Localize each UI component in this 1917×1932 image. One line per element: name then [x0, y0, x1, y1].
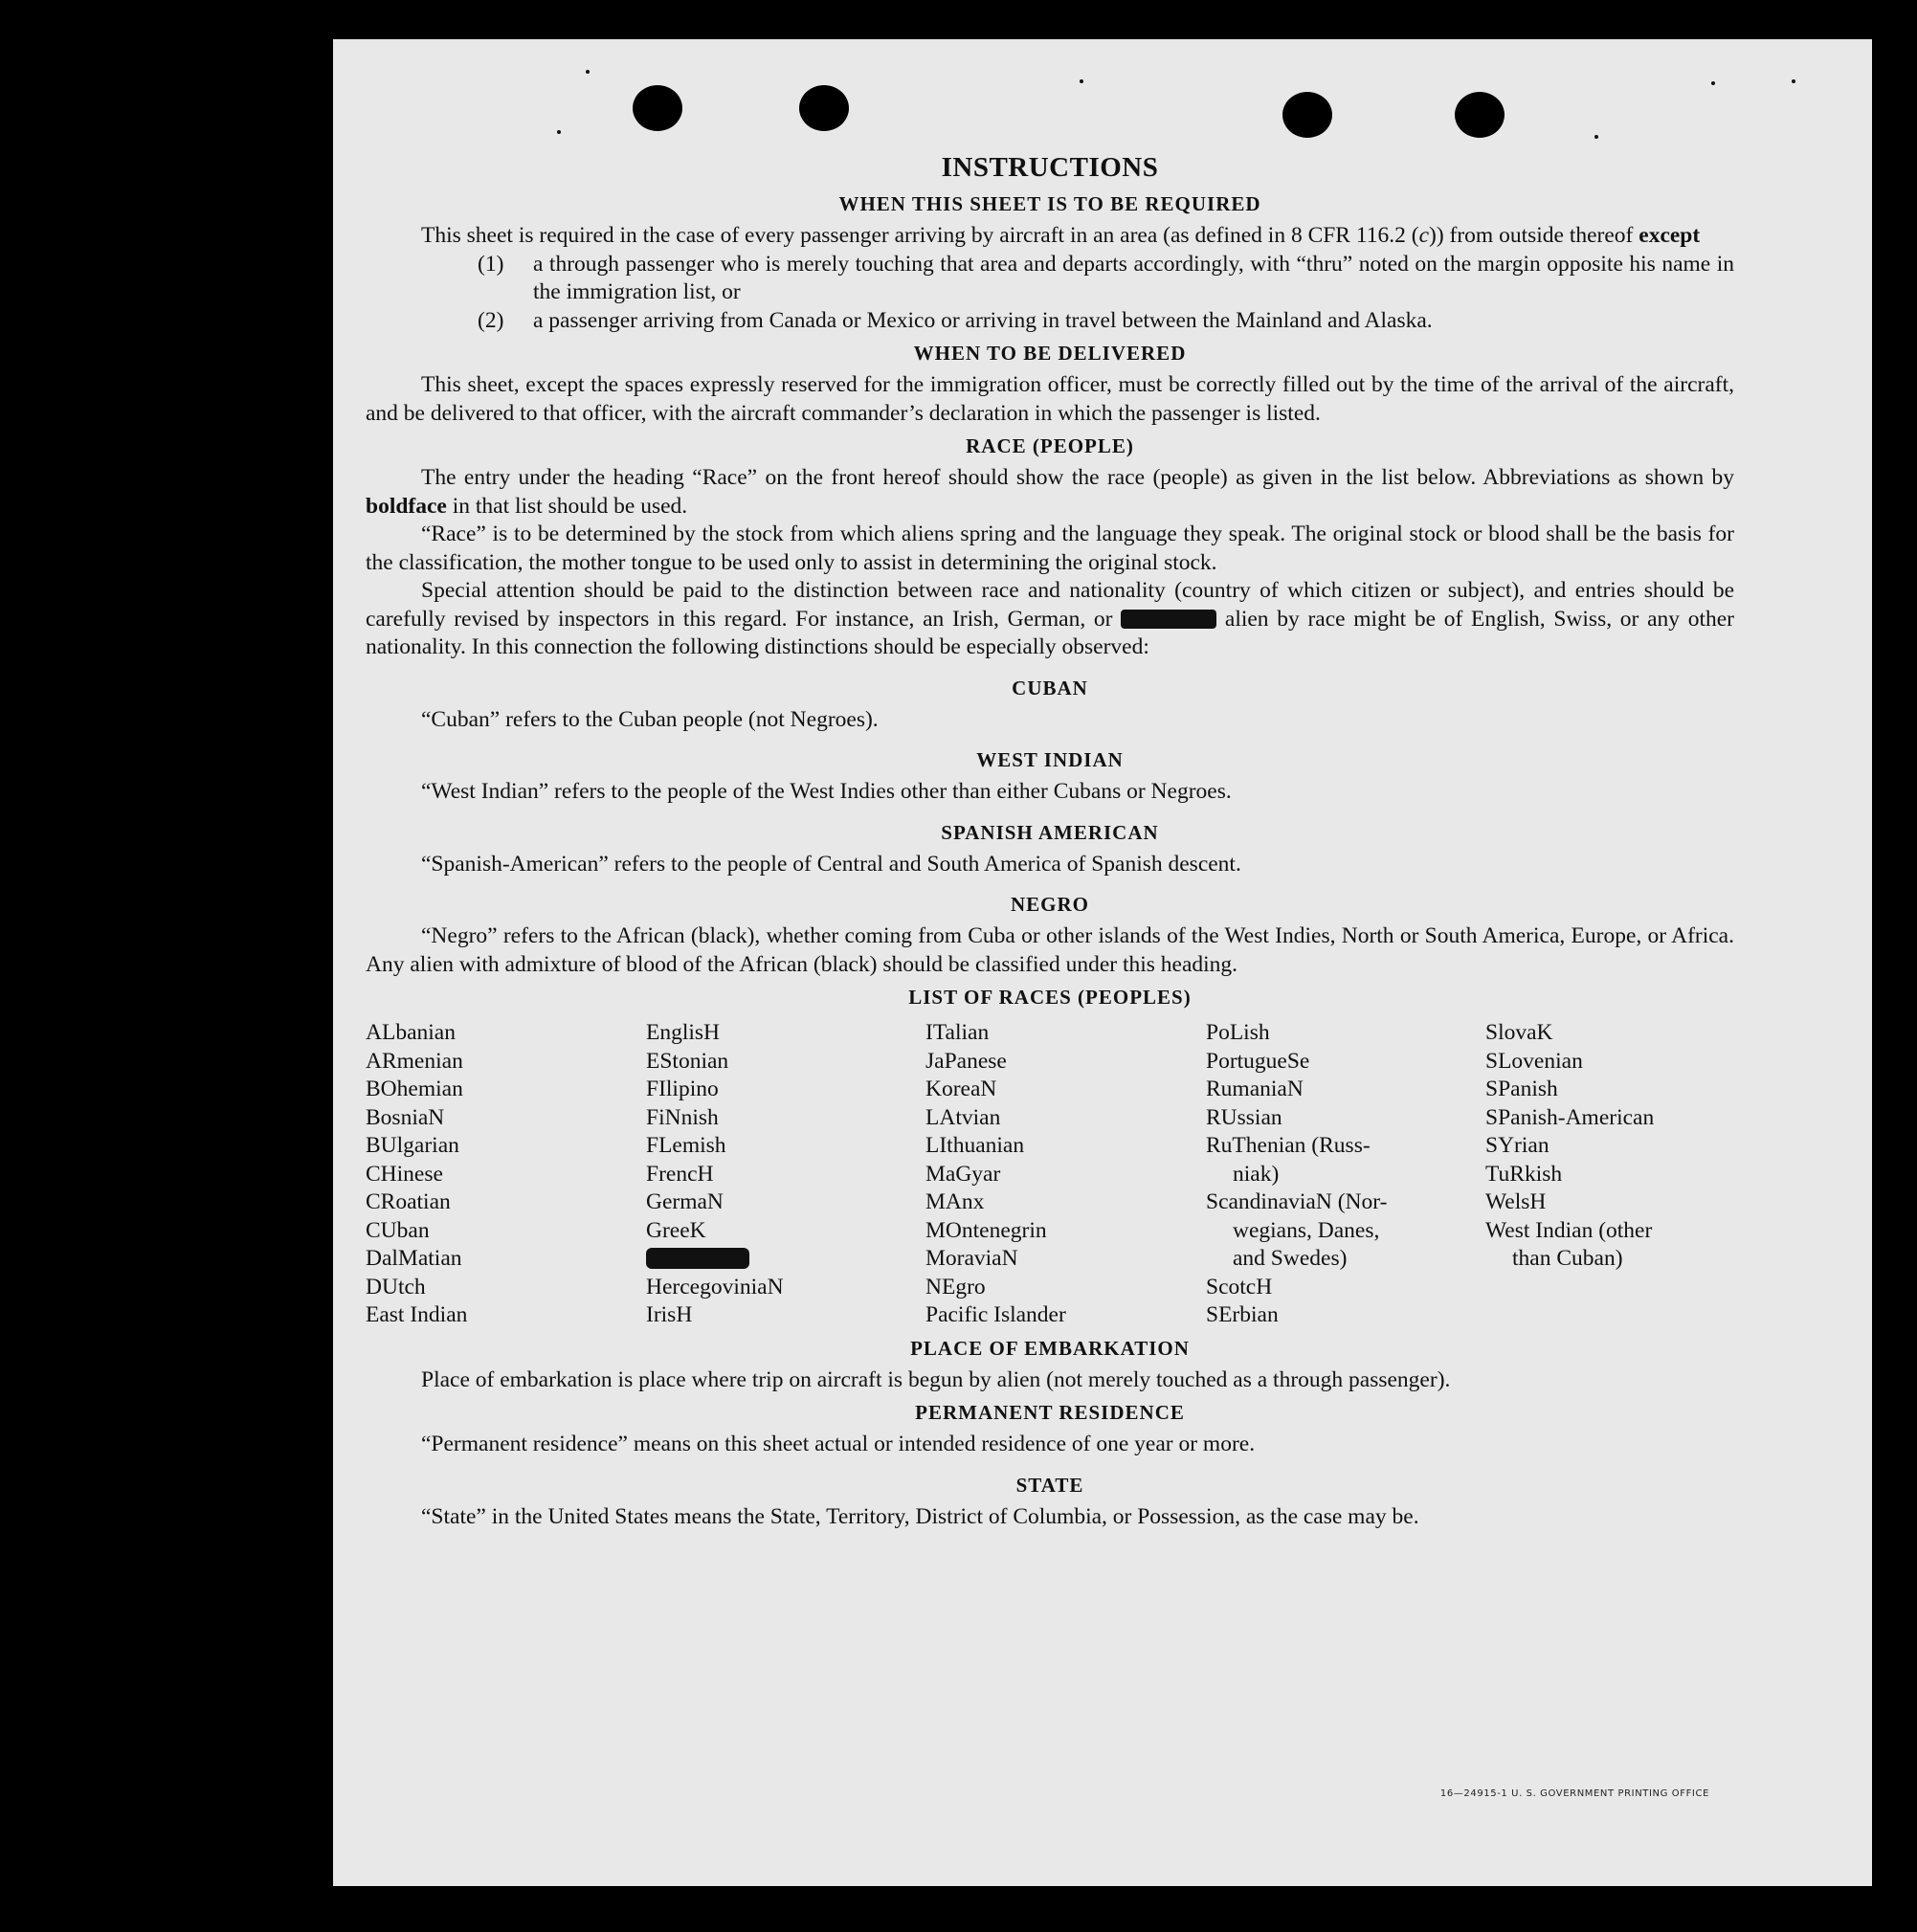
race-entry: LIthuanian [925, 1133, 1025, 1158]
race-entry: EStonian [646, 1048, 729, 1074]
requirement-item [478, 307, 1734, 336]
races-table [366, 1019, 1734, 1330]
punch-hole [1455, 92, 1505, 138]
page-title: INSTRUCTIONS [941, 152, 1159, 183]
intro-text-a: This sheet is required in the case of every passenger arriving by aircraft in an area (as defined in 8 CFR 116.2 ( [421, 223, 1419, 248]
speck [1080, 79, 1083, 83]
heading-state: STATE [1015, 1473, 1084, 1497]
race-entry: BUlgarian [366, 1133, 459, 1158]
race-entry-continued: and Swedes) [1233, 1246, 1348, 1271]
race-entry: Pacific Islander [925, 1302, 1066, 1327]
race-entry-continued: wegians, Danes, [1233, 1217, 1380, 1243]
heading-list-of-races: LIST OF RACES (PEOPLES) [908, 986, 1192, 1009]
races-column-2 [646, 1019, 925, 1330]
race-paragraph-3 [366, 577, 1734, 662]
spanish-american-text: “Spanish-American” refers to the people of Central and South America of Spanish descent. [421, 851, 1241, 877]
heading-permanent-residence: PERMANENT RESIDENCE [915, 1401, 1185, 1424]
race-entry: SPanish-American [1485, 1104, 1655, 1130]
race-entry: PortugueSe [1206, 1048, 1310, 1074]
race-entry: BOhemian [366, 1077, 463, 1101]
item-number: (2) [478, 307, 504, 333]
race-p1-b: in that list should be used. [446, 493, 688, 519]
redaction-mark [1121, 610, 1216, 629]
speck [1711, 81, 1715, 85]
race-entry: BosniaN [366, 1104, 445, 1130]
race-entry: FiNnish [646, 1104, 719, 1130]
race-entry: NEgro [925, 1274, 986, 1299]
race-entry: MAnx [925, 1189, 985, 1214]
race-p1-a: The entry under the heading “Race” on the front hereof should show the race (people) as given in the list below. Abbreviations as shown by [421, 465, 1734, 490]
race-entry: EnglisH [646, 1020, 721, 1045]
state-text: “State” in the United States means the State, Territory, District of Columbia, or Possession, as the case may be. [421, 1503, 1419, 1529]
race-entry: FIlipino [646, 1077, 719, 1101]
race-entry: CUban [366, 1217, 430, 1243]
heading-negro: NEGRO [1010, 893, 1089, 916]
race-entry: SYrian [1485, 1133, 1549, 1158]
race-p1-bold: boldface [366, 493, 447, 519]
speck [1792, 79, 1795, 83]
punch-hole [1282, 92, 1332, 138]
races-column-1 [366, 1019, 646, 1330]
race-entry: KoreaN [925, 1077, 997, 1101]
race-entry: SLovenian [1485, 1048, 1583, 1074]
races-column-3 [925, 1019, 1206, 1330]
heading-embarkation: PLACE OF EMBARKATION [910, 1336, 1190, 1360]
embarkation-text: Place of embarkation is place where trip on aircraft is begun by alien (not merely touched as a through passenger). [421, 1366, 1451, 1392]
race-entry: CHinese [366, 1161, 443, 1187]
item-text: a passenger arriving from Canada or Mexico or arriving in travel between the Mainland and Alaska. [533, 307, 1433, 333]
punch-hole [633, 85, 682, 131]
item-text: a through passenger who is merely touching that area and departs accordingly, with “thru” noted on the margin opposite his name in the immigration list, or [533, 251, 1734, 304]
heading-when-required: WHEN THIS SHEET IS TO BE REQUIRED [838, 192, 1261, 215]
race-entry: PoLish [1206, 1020, 1270, 1045]
races-column-5 [1485, 1019, 1734, 1330]
redaction-mark [646, 1248, 749, 1269]
race-entry-continued: than Cuban) [1512, 1246, 1623, 1271]
when-delivered-text: This sheet, except the spaces expressly reserved for the immigration officer, must be correctly filled out by the time of the arrival of the aircraft, and be delivered to that officer, with the aircraft commander’s declaration in which the passenger is listed. [366, 372, 1734, 426]
race-entry: MoraviaN [925, 1246, 1018, 1271]
races-column-4 [1206, 1019, 1485, 1330]
race-entry: LAtvian [925, 1104, 1001, 1130]
speck [1594, 135, 1598, 139]
intro-except: except [1638, 223, 1701, 248]
race-entry: East Indian [366, 1302, 468, 1327]
race-entry: SPanish [1485, 1077, 1558, 1101]
printer-imprint: 16—24915-1 U. S. GOVERNMENT PRINTING OFFICE [1439, 1788, 1709, 1799]
race-entry-continued: niak) [1233, 1161, 1280, 1187]
punch-hole [799, 85, 849, 131]
race-entry: GermaN [646, 1189, 724, 1214]
requirement-item [478, 251, 1734, 307]
item-number: (1) [478, 251, 504, 277]
negro-text: “Negro” refers to the African (black), whether coming from Cuba or other islands of the West Indies, North or South America, Europe, or Africa. Any alien with admixture of blood of the African (black) should be classified under this heading. [366, 923, 1734, 977]
heading-cuban: CUBAN [1012, 676, 1088, 700]
intro-text-c: c [1418, 223, 1429, 248]
race-entry: WelsH [1485, 1189, 1547, 1214]
race-entry: West Indian (other [1485, 1217, 1653, 1243]
heading-spanish-american: SPANISH AMERICAN [941, 820, 1159, 844]
race-paragraph-2: “Race” is to be determined by the stock from which aliens spring and the language they speak. The original stock or blood shall be the basis for the classification, the mother tongue to be used only to assist in determining the original stock. [366, 522, 1734, 575]
speck [557, 130, 561, 134]
race-entry: ARmenian [366, 1048, 463, 1074]
race-p3-a: Special attention should be paid to the distinction between race and nationality (country of which citizen or subject), and entries should be carefully revised by inspectors in this regard. For instance, an Irish, German, or [366, 578, 1734, 632]
race-entry: HercegoviniaN [646, 1274, 784, 1299]
race-entry: SErbian [1206, 1302, 1279, 1327]
race-entry: JaPanese [925, 1048, 1007, 1074]
race-entry: CRoatian [366, 1189, 451, 1214]
race-entry: GreeK [646, 1217, 706, 1243]
race-entry-redacted [646, 1245, 925, 1274]
race-entry: DUtch [366, 1274, 426, 1299]
race-entry: ScandinaviaN (Nor- [1206, 1189, 1388, 1214]
west-indian-text: “West Indian” refers to the people of the West Indies other than either Cubans or Negroes. [421, 779, 1232, 804]
race-entry: RuThenian (Russ- [1206, 1133, 1371, 1158]
race-entry: ScotcH [1206, 1274, 1273, 1299]
race-entry: IrisH [646, 1302, 693, 1327]
when-required-intro [366, 222, 1734, 251]
heading-race: RACE (PEOPLE) [966, 434, 1134, 457]
race-entry: FLemish [646, 1133, 726, 1158]
cuban-text: “Cuban” refers to the Cuban people (not Negroes). [421, 706, 879, 732]
heading-when-delivered: WHEN TO BE DELIVERED [913, 342, 1187, 365]
document-page [333, 39, 1872, 1886]
race-entry: ALbanian [366, 1020, 456, 1045]
race-entry: SlovaK [1485, 1020, 1553, 1045]
permanent-residence-text: “Permanent residence” means on this sheet actual or intended residence of one year or more. [421, 1432, 1256, 1456]
race-entry: RUssian [1206, 1104, 1282, 1130]
race-paragraph-1 [366, 464, 1734, 521]
race-entry: TuRkish [1485, 1161, 1563, 1187]
heading-west-indian: WEST INDIAN [976, 748, 1124, 771]
instructions-content [366, 152, 1734, 1531]
race-entry: MOntenegrin [925, 1217, 1047, 1243]
race-entry: MaGyar [925, 1161, 1001, 1187]
race-entry: RumaniaN [1206, 1077, 1304, 1101]
race-entry: ITalian [925, 1020, 990, 1045]
intro-text-b: )) from outside thereof [1429, 223, 1639, 248]
race-p3-b: alien by race might be of English, Swiss, or any other nationality. In this connection the following distinctions should be especially observed: [366, 606, 1734, 659]
race-entry: FrencH [646, 1161, 714, 1187]
speck [586, 70, 590, 74]
race-entry: DalMatian [366, 1246, 462, 1271]
